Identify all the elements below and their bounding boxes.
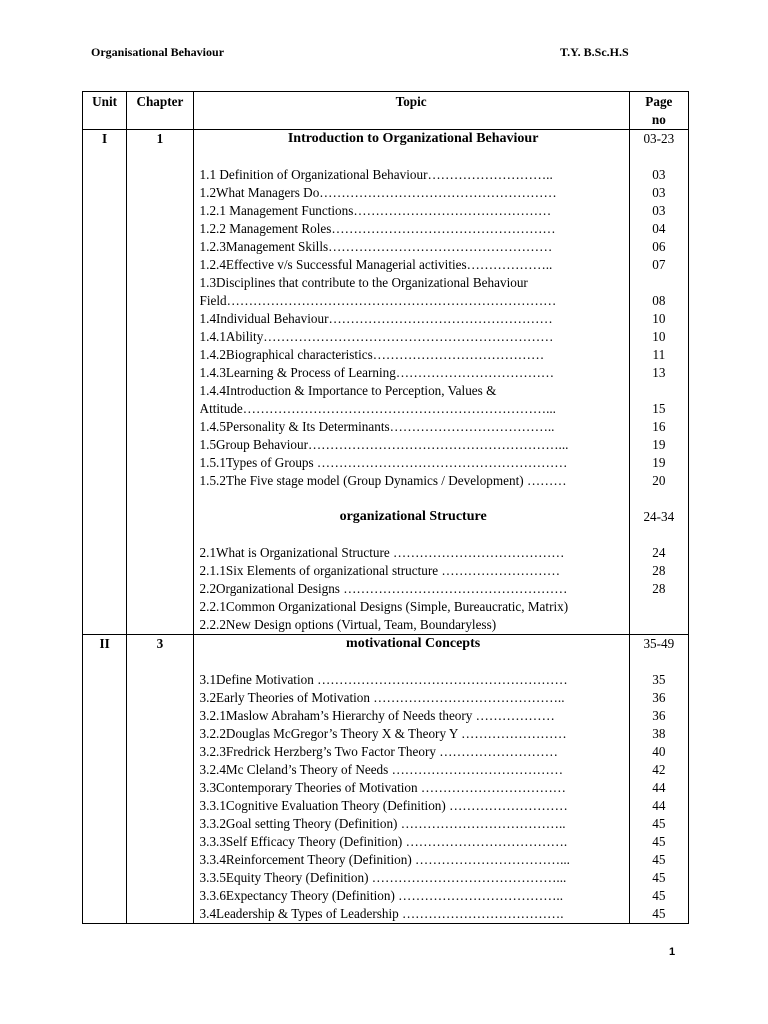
- toc-entry-page: 42: [652, 762, 666, 777]
- chapter-block-row: [83, 130, 689, 635]
- header-chapter: Chapter: [127, 92, 193, 130]
- toc-entry-page: 10: [652, 329, 666, 344]
- toc-entry-page: 28: [652, 563, 666, 578]
- toc-entry-page: 40: [652, 744, 666, 759]
- toc-entry-page: 19: [652, 437, 666, 452]
- toc-entry: 3.3.5Equity Theory (Definition) ……………………………………...: [199, 870, 567, 885]
- toc-entry-page: 44: [652, 780, 666, 795]
- table-of-contents: [82, 91, 689, 924]
- toc-entry: 3.3.4Reinforcement Theory (Definition) ……………………………...: [199, 852, 570, 867]
- toc-entry: 2.2.1Common Organizational Designs (Simple, Bureaucratic, Matrix): [199, 599, 569, 614]
- toc-entry: 3.4Leadership & Types of Leadership ……………………………….: [199, 906, 564, 921]
- toc-entry: 1.2.2 Management Roles……………………………………………: [199, 221, 556, 236]
- toc-entry-page: 45: [652, 888, 666, 903]
- toc-entry: 1.5.1Types of Groups …………………………………………………: [199, 455, 568, 470]
- topic-cell: [193, 130, 629, 635]
- toc-entry: 1.4.1Ability…………………………………………………………: [199, 329, 554, 344]
- chapter-page-range: 35-49: [643, 636, 675, 651]
- toc-entry: 1.5Group Behaviour…………………………………………………...: [199, 437, 569, 452]
- toc-entry-page: 06: [652, 239, 666, 254]
- toc-entry-page: 24: [652, 545, 666, 560]
- toc-entry-page: 45: [652, 906, 666, 921]
- spacer: [630, 526, 688, 544]
- toc-entry: 3.3.1Cognitive Evaluation Theory (Definition) ………………………: [199, 798, 568, 813]
- toc-entry-page: 13: [652, 365, 666, 380]
- unit-cell: II: [83, 635, 127, 924]
- toc-entry: 3.2Early Theories of Motivation ……………………………………..: [199, 690, 565, 705]
- toc-entry: 1.2.3Management Skills……………………………………………: [199, 239, 553, 254]
- toc-entry: 3.2.2Douglas McGregor’s Theory X & Theory Y ……………………: [199, 726, 567, 741]
- page-cell: [629, 635, 688, 924]
- toc-entry: 1.1 Definition of Organizational Behaviour………………………..: [199, 167, 553, 182]
- toc-entry: 3.3Contemporary Theories of Motivation ……………………………: [199, 780, 566, 795]
- toc-entry-page: 45: [652, 816, 666, 831]
- header-page-no: [629, 92, 688, 130]
- chapter-title: organizational Structure: [339, 509, 487, 524]
- running-header-title: Organisational Behaviour: [91, 45, 225, 59]
- unit-cell: I: [83, 130, 127, 635]
- toc-entry-page: 11: [652, 347, 666, 362]
- spacer: [630, 653, 688, 671]
- toc-entry-page: [630, 598, 688, 616]
- toc-entry: 2.1.1Six Elements of organizational structure ………………………: [199, 563, 561, 578]
- toc-entry: 3.2.1Maslow Abraham’s Hierarchy of Needs theory ………………: [199, 708, 555, 723]
- toc-entry-page: 19: [652, 455, 666, 470]
- chapter-page-range: 24-34: [643, 509, 675, 524]
- toc-entry: 1.4.5Personality & Its Determinants………………………………..: [199, 419, 555, 434]
- toc-entry-page: 36: [652, 708, 666, 723]
- toc-entry: 3.3.6Expectancy Theory (Definition) ………………………………..: [199, 888, 563, 903]
- toc-entry: 3.1Define Motivation …………………………………………………: [199, 672, 568, 687]
- toc-entry-page: 44: [652, 798, 666, 813]
- toc-entry-page: 36: [652, 690, 666, 705]
- toc-entry-page: 10: [652, 311, 666, 326]
- toc-entry: 1.4.2Biographical characteristics…………………………………: [199, 347, 545, 362]
- toc-entry-page: 35: [652, 672, 666, 687]
- toc-entry: Attitude……………………………………………………………...: [199, 401, 556, 416]
- toc-entry: 3.3.2Goal setting Theory (Definition) ………………………………..: [199, 816, 566, 831]
- toc-entry: 1.2What Managers Do………………………………………………: [199, 185, 557, 200]
- toc-entry: 2.1What is Organizational Structure …………………………………: [199, 545, 565, 560]
- toc-entry: 2.2.2New Design options (Virtual, Team, Boundaryless): [199, 617, 497, 632]
- chapter-title: motivational Concepts: [346, 636, 481, 651]
- spacer: [200, 526, 627, 544]
- toc-entry-page: 16: [652, 419, 666, 434]
- toc-entry: 1.2.4Effective v/s Successful Managerial activities………………..: [199, 257, 553, 272]
- toc-entry: 1.3Disciplines that contribute to the Organizational Behaviour: [199, 275, 528, 290]
- toc-entry: 2.2Organizational Designs ……………………………………………: [199, 581, 568, 596]
- toc-entry-page: 08: [652, 293, 666, 308]
- spacer: [200, 490, 627, 508]
- toc-entry-page: 03: [652, 185, 666, 200]
- chapter-cell: 1: [127, 130, 193, 635]
- toc-entry: 1.4.3Learning & Process of Learning………………………………: [199, 365, 555, 380]
- toc-entry-page: 38: [652, 726, 666, 741]
- toc-entry-page: 03: [652, 203, 666, 218]
- toc-entry: 1.5.2The Five stage model (Group Dynamics / Development) ………: [199, 473, 567, 488]
- header-page-line1: Page: [645, 94, 673, 109]
- toc-entry-page: 45: [652, 834, 666, 849]
- toc-entry-page: 03: [652, 167, 666, 182]
- toc-entry: 1.4.4Introduction & Importance to Perception, Values &: [199, 383, 497, 398]
- toc-entry: 3.3.3Self Efficacy Theory (Definition) ……………………………….: [199, 834, 568, 849]
- header-page-line2: no: [651, 112, 666, 127]
- running-header-course: T.Y. B.Sc.H.S: [560, 45, 629, 59]
- spacer: [630, 490, 688, 508]
- toc-entry-page: 45: [652, 870, 666, 885]
- header-unit: Unit: [83, 92, 127, 130]
- chapter-cell: 3: [127, 635, 193, 924]
- chapter-page-range: 03-23: [643, 131, 675, 146]
- spacer: [630, 148, 688, 166]
- toc-entry: 3.2.4Mc Cleland’s Theory of Needs …………………………………: [199, 762, 564, 777]
- toc-entry-page: [630, 382, 688, 400]
- toc-entry-page: 28: [652, 581, 666, 596]
- toc-entry: 1.4Individual Behaviour……………………………………………: [199, 311, 553, 326]
- toc-entry-page: [630, 616, 688, 634]
- spacer: [200, 148, 627, 166]
- page-cell: [629, 130, 688, 635]
- chapter-title: Introduction to Organizational Behaviour: [287, 131, 539, 146]
- toc-entry: 1.2.1 Management Functions………………………………………: [199, 203, 552, 218]
- toc-entry-page: 04: [652, 221, 666, 236]
- page-number: 1: [669, 946, 676, 958]
- toc-entry-page: 20: [652, 473, 666, 488]
- topic-cell: [193, 635, 629, 924]
- header-topic: Topic: [193, 92, 629, 130]
- toc-entry-page: 07: [652, 257, 666, 272]
- toc-entry-page: 15: [652, 401, 666, 416]
- spacer: [200, 653, 627, 671]
- toc-entry-page: [630, 274, 688, 292]
- chapter-block-row: [83, 635, 689, 924]
- toc-entry: Field…………………………………………………………………: [199, 293, 557, 308]
- toc-entry: 3.2.3Fredrick Herzberg’s Two Factor Theory ………………………: [199, 744, 558, 759]
- table-header-row: [83, 92, 689, 130]
- toc-entry-page: 45: [652, 852, 666, 867]
